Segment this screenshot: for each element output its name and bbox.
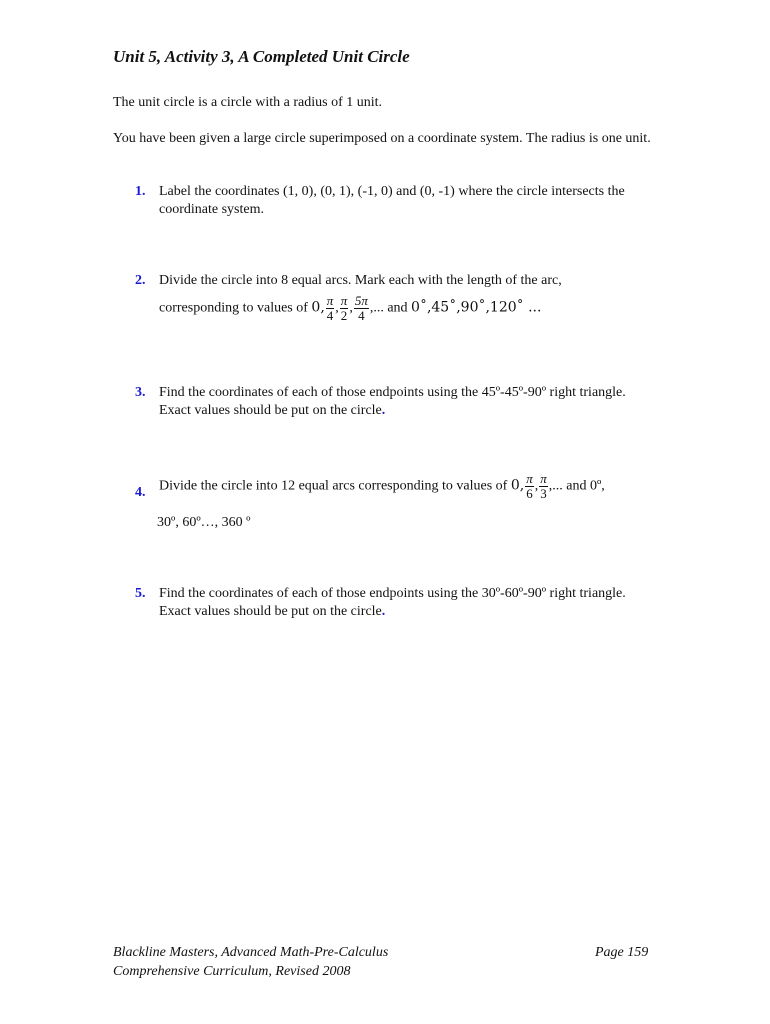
item-number: 4. [135, 485, 146, 500]
page-title: Unit 5, Activity 3, A Completed Unit Circle [113, 47, 410, 66]
fraction-pi-over-4: $\frac{\pi}{4}$ [326, 293, 334, 323]
list-item-5 [135, 585, 655, 621]
list-item-1 [135, 183, 655, 219]
intro-paragraph-2: You have been given a large circle superimposed on a coordinate system. The radius is one unit. [113, 131, 651, 146]
item-text: Find the coordinates of each of those endpoints using the 45º-45º-90º right triangle. Exact values should be put on the circle. [159, 385, 626, 418]
item-text: Label the coordinates (1, 0), (0, 1), (-1, 0) and (0, -1) where the circle intersects the coordinate system. [159, 184, 625, 217]
footer-left [113, 943, 388, 981]
fraction-pi-over-2: $\frac{\pi}{2}$ [340, 293, 348, 323]
list-item-2 [135, 272, 655, 332]
page-number: Page 159 [595, 945, 649, 960]
item-number: 2. [135, 273, 146, 288]
fraction-pi-over-3: $\frac{\pi}{3}$ [540, 471, 547, 501]
item-text: Divide the circle into 8 equal arcs. Mark each with the length of the arc, [159, 273, 562, 288]
fraction-5pi-over-4: $\frac{5\pi}{4}$ [354, 293, 368, 323]
list-item-3 [135, 384, 655, 420]
footer-line-2: Comprehensive Curriculum, Revised 2008 [113, 964, 351, 979]
math-zero: 0, [311, 299, 325, 316]
item-text: Find the coordinates of each of those endpoints using the 30º-60º-90º right triangle. Exact values should be put on the circle. [159, 586, 626, 619]
item-number: 3. [135, 385, 146, 400]
list-item-4 [135, 472, 655, 532]
item-2-formula-line: corresponding to values of 0, $\frac{\pi}{4}$ , $\frac{\pi}{2}$ , $\frac{5\pi}{4}$ ,... and 0˚,45˚,90˚,120˚ ... [159, 293, 542, 323]
item-number: 5. [135, 586, 146, 601]
item-4-formula-line: Divide the circle into 12 equal arcs corresponding to values of 0, $\frac{\pi}{6}$ , $\frac{\pi}{3}$ ,... and 0º, [159, 471, 605, 501]
degree-values: 0˚,45˚,90˚,120˚ ... [411, 299, 542, 316]
intro-paragraph-1: The unit circle is a circle with a radius of 1 unit. [113, 95, 383, 110]
footer-line-1: Blackline Masters, Advanced Math-Pre-Calculus [113, 945, 389, 960]
item-number: 1. [135, 184, 146, 199]
fraction-pi-over-6: $\frac{\pi}{6}$ [526, 471, 533, 501]
item-4-line-2: 30º, 60º…, 360 º [157, 515, 251, 530]
